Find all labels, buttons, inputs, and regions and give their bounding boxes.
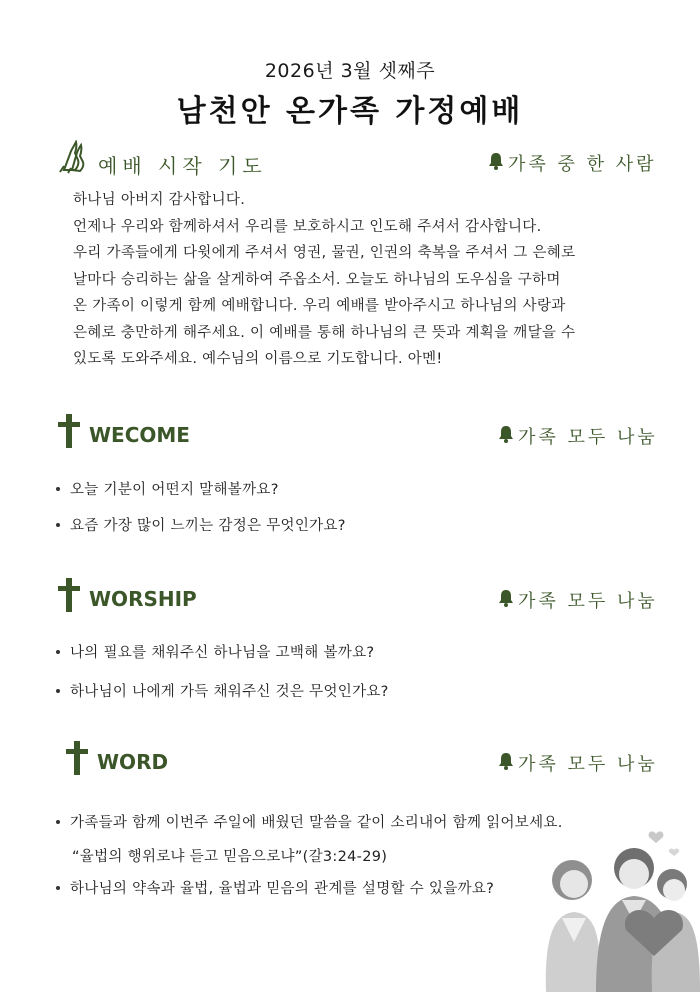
section-who-label: 가족 모두 나눔 bbox=[518, 591, 658, 612]
section-who-welcome bbox=[498, 423, 658, 449]
question-item bbox=[56, 641, 374, 662]
question-text: 가족들과 함께 이번주 주일에 배웠던 말씀을 같이 소리내어 함께 읽어보세요. bbox=[70, 815, 563, 831]
section-who-word bbox=[498, 750, 658, 776]
opening-prayer-text bbox=[73, 187, 653, 373]
bell-icon bbox=[498, 589, 514, 612]
prayer-line: 온 가족이 이렇게 함께 예배합니다. 우리 예배를 받아주시고 하나님의 사랑과 bbox=[73, 298, 566, 314]
question-item bbox=[56, 877, 494, 898]
section-who-worship bbox=[498, 587, 658, 613]
question-item bbox=[56, 478, 279, 499]
section-title-word: WORD bbox=[97, 750, 169, 774]
question-item bbox=[56, 811, 563, 832]
bell-icon bbox=[498, 425, 514, 448]
prayer-line: 우리 가족들에게 다윗에게 주셔서 영권, 물권, 인권의 축복을 주셔서 그 은혜로 bbox=[73, 245, 576, 261]
bullet bbox=[56, 487, 60, 491]
opening-who-label: 가족 중 한 사람 bbox=[508, 154, 657, 175]
opening-prayer-title: 예배 시작 기도 bbox=[98, 154, 267, 178]
bell-icon bbox=[498, 752, 514, 775]
prayer-line: 있도록 도와주세요. 예수님의 이름으로 기도합니다. 아멘! bbox=[73, 351, 443, 367]
verse-reference bbox=[72, 845, 387, 866]
prayer-line: 은혜로 충만하게 해주세요. 이 예배를 통해 하나님의 큰 뜻과 계획을 깨달을 수 bbox=[73, 324, 576, 341]
section-title-welcome: WECOME bbox=[89, 423, 190, 447]
page-subtitle: 2026년 3월 셋째주 bbox=[264, 60, 436, 82]
bell-icon bbox=[488, 152, 504, 175]
question-text: 오늘 기분이 어떤지 말해볼까요? bbox=[70, 482, 279, 498]
family-illustration bbox=[536, 822, 700, 992]
cross-icon bbox=[66, 741, 88, 779]
section-title-worship: WORSHIP bbox=[89, 587, 197, 611]
cross-icon bbox=[58, 414, 80, 452]
section-who-label: 가족 모두 나눔 bbox=[518, 754, 658, 775]
question-text: 요즘 가장 많이 느끼는 감정은 무엇인가요? bbox=[70, 518, 346, 534]
bullet bbox=[56, 523, 60, 527]
question-item bbox=[56, 514, 346, 535]
bullet bbox=[56, 689, 60, 693]
bullet bbox=[56, 820, 60, 824]
cross-icon bbox=[58, 578, 80, 616]
question-text: 나의 필요를 채워주신 하나님을 고백해 볼까요? bbox=[70, 645, 375, 661]
prayer-line: 하나님 아버지 감사합니다. bbox=[73, 192, 246, 208]
question-text: 하나님의 약속과 율법, 율법과 믿음의 관계를 설명할 수 있을까요? bbox=[70, 881, 495, 897]
bullet bbox=[56, 650, 60, 654]
opening-who bbox=[488, 150, 657, 176]
page-title: 남천안 온가족 가정예배 bbox=[176, 94, 524, 129]
praying-hands-icon bbox=[56, 140, 92, 174]
prayer-line: 날마다 승리하는 삶을 살게하여 주옵소서. 오늘도 하나님의 도우심을 구하며 bbox=[73, 271, 561, 288]
question-text: 하나님이 나에게 가득 채워주신 것은 무엇인가요? bbox=[70, 684, 389, 700]
question-item bbox=[56, 680, 389, 701]
bullet bbox=[56, 886, 60, 890]
prayer-line: 언제나 우리와 함께하셔서 우리를 보호하시고 인도해 주셔서 감사합니다. bbox=[73, 218, 542, 235]
section-who-label: 가족 모두 나눔 bbox=[518, 427, 658, 448]
verse-text: “율법의 행위로냐 듣고 믿음으로냐”(갈3:24-29) bbox=[72, 849, 388, 865]
